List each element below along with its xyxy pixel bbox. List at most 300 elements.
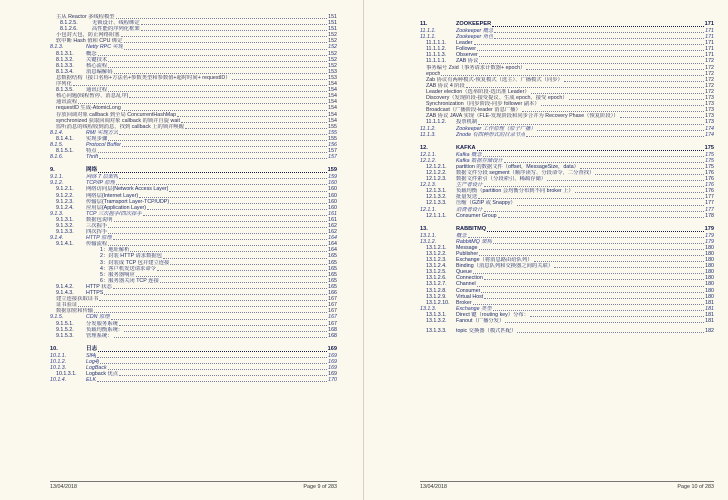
toc-dot-leader — [119, 374, 327, 376]
toc-dot-leader — [139, 196, 327, 198]
toc-dot-leader — [468, 236, 705, 238]
toc-entry[interactable] — [50, 333, 337, 339]
toc-entry-page: 160 — [328, 180, 337, 187]
toc-entry-page: 171 — [705, 34, 714, 41]
toc-entry-number: 12.1.2.1. — [426, 163, 447, 170]
toc-entry-page: 165 — [328, 253, 337, 260]
table-of-contents — [50, 14, 337, 383]
toc-chapter-entry[interactable] — [420, 144, 714, 152]
toc-entry-number: 8.1.3.5. — [56, 87, 74, 94]
toc-entry-page: 176 — [705, 169, 714, 176]
toc-entry-page: 180 — [705, 251, 714, 257]
toc-dot-leader — [620, 116, 705, 118]
toc-entry-page: 152 — [328, 44, 337, 51]
toc-entry-page: 164 — [328, 235, 337, 242]
toc-entry-page: 172 — [705, 76, 714, 83]
toc-entry-number: 11.1.1.2. — [426, 119, 447, 126]
toc-dot-leader — [114, 72, 328, 74]
toc-entry-page: 169 — [327, 345, 337, 352]
toc-entry-title: epoch — [426, 70, 441, 77]
toc-entry-number: 9.1.3.3. — [56, 229, 74, 236]
toc-dot-leader — [136, 275, 327, 277]
toc-entry-title: HTTPS — [86, 290, 104, 297]
toc-entry-page: 180 — [705, 275, 714, 282]
toc-dot-leader — [477, 49, 704, 51]
toc-entry-page: 175 — [704, 144, 714, 151]
toc-entry-page: 173 — [705, 119, 714, 126]
toc-dot-leader — [108, 90, 327, 92]
toc-entry-title: 存放回调对象 callback 到全局 ConcurrentHashMap — [56, 111, 177, 118]
toc-entry-number: 9.1.3.1. — [56, 216, 74, 223]
toc-entry-page: 181 — [705, 318, 714, 325]
toc-dot-leader — [113, 287, 327, 289]
toc-entry-page: 171 — [705, 28, 714, 34]
toc-entry-number: 9.1.3.2. — [56, 223, 74, 229]
toc-dot-leader — [522, 110, 704, 112]
toc-dot-leader — [143, 214, 327, 216]
toc-entry-title: 3：封装成 TCP 包并建立连接 — [100, 259, 170, 266]
toc-dot-leader — [108, 226, 327, 228]
toc-entry-title: ZOOKEEPER — [456, 21, 492, 27]
toc-entry-page: 160 — [328, 186, 337, 193]
footer-page-number: Page 10 of 283 — [677, 484, 714, 490]
toc-dot-leader — [99, 299, 327, 301]
page-footer — [50, 481, 337, 490]
toc-entry-page: 180 — [705, 257, 714, 264]
toc-dot-leader — [94, 311, 327, 313]
toc-entry-page: 152 — [328, 62, 337, 69]
toc-entry-title: 批量发送 — [456, 194, 478, 201]
toc-entry-number: 11. — [420, 21, 428, 27]
toc-entry-title: Synchronization（同步阶段-同步 follower 副本） — [426, 101, 540, 108]
toc-entry-number: 9.1.4.3. — [56, 290, 74, 297]
toc-entry-number: 8.1.3.4. — [56, 68, 74, 75]
toc-entry-title: Binding（消息队列和交换器之间的关联） — [456, 263, 554, 270]
toc-entry-page: 167 — [328, 302, 337, 309]
toc-entry-title: Observer — [456, 52, 478, 59]
toc-entry-title: Message — [456, 244, 478, 251]
toc-entry-number: 9.1.2.4. — [56, 204, 74, 211]
toc-dot-leader — [114, 336, 328, 338]
toc-dot-leader — [526, 135, 704, 137]
toc-entry-number: 12.1.3. — [420, 182, 437, 189]
toc-entry-page: 151 — [328, 26, 337, 33]
toc-entry-title: Logback 优点 — [86, 371, 119, 378]
toc-dot-leader — [108, 244, 327, 246]
toc-entry-title: 数据文件索引（分段索引、稀疏存储） — [456, 176, 547, 183]
toc-dot-leader — [98, 54, 328, 56]
toc-entry-number: 10. — [50, 345, 58, 352]
toc-entry-page: 169 — [328, 364, 337, 371]
toc-entry-page: 152 — [328, 32, 337, 39]
toc-entry-page: 161 — [328, 210, 337, 217]
toc-entry-page: 173 — [705, 107, 714, 114]
toc-entry-number: 13.1.2.9. — [426, 293, 447, 300]
toc-entry-number: 11.1.1. — [420, 28, 436, 34]
toc-dot-leader — [479, 248, 705, 250]
toc-dot-leader — [477, 285, 704, 287]
footer-page-number: Page 9 of 283 — [303, 484, 337, 490]
toc-entry-page: 160 — [328, 204, 337, 211]
toc-entry-page: 162 — [328, 229, 337, 236]
toc-entry-number: 13.1.2.7. — [426, 281, 447, 288]
toc-entry[interactable] — [50, 377, 337, 383]
toc-dot-leader — [163, 257, 327, 259]
toc-entry-title: 无锁设计、线程绑定 — [92, 20, 140, 27]
toc-entry-title: Exchange（将消息路由给队列） — [456, 257, 533, 264]
toc-entry[interactable] — [420, 213, 714, 219]
toc-entry-page: 174 — [705, 125, 714, 132]
toc-entry-title: 特点 — [86, 148, 97, 155]
toc-dot-leader — [78, 305, 327, 307]
toc-dot-leader — [130, 250, 327, 252]
toc-entry-page: 154 — [328, 93, 337, 100]
toc-entry-number: 13.1.2.1. — [426, 244, 447, 251]
toc-entry-page: 167 — [328, 308, 337, 315]
toc-entry-title: Follower — [456, 46, 477, 53]
toc-entry-page: 169 — [328, 358, 337, 365]
toc-entry-title: synchronized 获取回调对象 callback 的锁并自旋 wait — [56, 117, 180, 124]
toc-entry-page: 182 — [705, 328, 714, 335]
toc-entry-title: Virtual Host — [456, 293, 484, 300]
toc-entry-title: HTTP 状态 — [86, 283, 112, 290]
toc-entry-number: 13.1.1. — [420, 232, 437, 239]
toc-entry-number: 12.1.3.1. — [426, 188, 447, 195]
toc-entry-number: 11.1.1.3. — [426, 52, 447, 59]
toc-entry-title: Broadcast（广播阶段-leader 消息广播） — [426, 107, 521, 114]
toc-entry-number: 11.1.1.1. — [426, 40, 447, 47]
toc-entry-page: 171 — [705, 46, 714, 53]
toc-dot-leader — [530, 315, 704, 317]
toc-entry-page: 167 — [328, 296, 337, 303]
toc-entry-number: 12. — [420, 144, 428, 151]
toc-entry-title: 通讯流程 — [56, 99, 78, 106]
toc-entry-page: 170 — [328, 377, 337, 384]
toc-entry-title: 投票机制 — [456, 119, 478, 126]
toc-dot-leader — [479, 55, 704, 57]
toc-entry-number: 9.1.3. — [50, 210, 64, 217]
toc-dot-leader — [517, 331, 704, 333]
toc-entry-page: 180 — [705, 244, 714, 251]
toc-entry-title: ZAB 协议 4 阶段 — [426, 82, 465, 89]
toc-entry-title: Znode 有四种形式的目录节点 — [456, 131, 526, 138]
toc-entry-title: 数据文件分段 segment（顺序读写、分段命令、二分查找） — [456, 169, 595, 176]
toc-entry-page: 180 — [705, 293, 714, 300]
toc-chapter-entry[interactable] — [420, 20, 714, 28]
toc-dot-leader — [98, 151, 328, 153]
toc-entry[interactable] — [420, 328, 714, 334]
toc-entry-number: 10.1.4. — [50, 377, 67, 384]
toc-entry-number: 13.1.2.10. — [426, 299, 450, 306]
toc-dot-leader — [474, 43, 705, 45]
toc-entry-title: 通讯过程 — [86, 87, 108, 94]
toc-entry-title: 四次挥手 — [86, 229, 108, 236]
toc-entry-page: 173 — [705, 95, 714, 102]
toc-entry-title: Exchange 类型 — [456, 305, 492, 312]
toc-entry-number: 8.1.5.1. — [56, 148, 74, 155]
toc-entry-number: 12.1.1. — [420, 206, 437, 213]
toc-entry[interactable] — [50, 154, 337, 160]
toc-entry-page: 175 — [705, 157, 714, 164]
toc-entry-page: 165 — [328, 265, 337, 272]
toc-entry-number: 11.1.1. — [420, 34, 436, 41]
toc-entry-title: RABBITMQ — [456, 225, 487, 232]
toc-entry-number: 10.1.2. — [50, 358, 67, 365]
toc-dot-leader — [98, 171, 326, 173]
toc-entry-number: 10.1.1. — [50, 352, 67, 359]
toc-entry-number: 12.1.2.3. — [426, 176, 447, 183]
toc-entry-title: 数据包说明 — [86, 216, 113, 223]
toc-entry-page: 165 — [328, 283, 337, 290]
toc-dot-leader — [478, 197, 704, 199]
toc-dot-leader — [157, 269, 327, 271]
toc-dot-leader — [170, 202, 327, 204]
toc-dot-leader — [119, 133, 327, 135]
toc-entry-number: 8.1.2.5. — [60, 20, 78, 27]
toc-dot-leader — [473, 303, 705, 305]
toc-entry-page: 169 — [328, 371, 337, 378]
footer-date: 13/04/2018 — [420, 484, 447, 490]
toc-dot-leader — [100, 362, 327, 364]
toc-dot-leader — [484, 297, 704, 299]
footer-date: 13/04/2018 — [50, 484, 77, 490]
toc-dot-leader — [478, 123, 704, 125]
toc-entry-number: 13.1.2.3. — [426, 257, 447, 264]
toc-dot-leader — [99, 157, 327, 159]
toc-entry-number: 12.1.1. — [420, 151, 437, 158]
toc-entry-page: 155 — [328, 135, 337, 142]
toc-entry-page: 172 — [705, 70, 714, 77]
toc-entry-number: 9.1.4.2. — [56, 283, 74, 290]
toc-dot-leader — [493, 309, 705, 311]
toc-entry-page: 164 — [328, 241, 337, 248]
toc-entry-number: 12.1.3.2. — [426, 194, 447, 201]
toc-chapter-entry[interactable] — [50, 166, 337, 174]
toc-dot-leader — [564, 80, 704, 82]
toc-entry-page: 151 — [328, 14, 337, 20]
toc-dot-leader — [473, 272, 704, 274]
toc-entry-title: 5：服务器响应 — [100, 271, 135, 278]
toc-dot-leader — [124, 41, 328, 43]
toc-entry-page: 154 — [328, 117, 337, 124]
toc-entry-page: 154 — [328, 99, 337, 106]
toc-entry-number: 9.1.5.1. — [56, 320, 74, 327]
toc-entry-number: 12.1.2. — [420, 157, 437, 164]
toc-dot-leader — [484, 210, 705, 212]
toc-entry-page: 168 — [328, 326, 337, 333]
toc-entry-page: 180 — [705, 287, 714, 294]
toc-dot-leader — [98, 350, 326, 352]
toc-dot-leader — [113, 238, 327, 240]
toc-entry-page: 171 — [705, 40, 714, 47]
toc-entry-page: 157 — [328, 148, 337, 155]
toc-entry-title: 网络 7 层架构 — [86, 174, 119, 181]
toc-entry-title: 监听消息的线程收到消息，找到 callback 上的锁并唤醒 — [56, 123, 185, 130]
toc-entry-page: 177 — [705, 206, 714, 213]
toc-entry-number: 12.1.2.2. — [426, 169, 447, 176]
toc-chapter-entry[interactable] — [420, 225, 714, 233]
toc-entry-title: Queue — [456, 269, 472, 276]
toc-entry-title: Leader — [456, 40, 473, 47]
toc-entry-title: Discovery（发现阶段-接受提议、生成 epoch、接受 epoch） — [426, 95, 568, 102]
toc-entry-page: 162 — [328, 223, 337, 229]
toc-dot-leader — [73, 84, 327, 86]
toc-entry-title: RabbitMQ 架构 — [456, 238, 492, 245]
toc-entry-title: KAFKA — [456, 144, 476, 151]
toc-dot-leader — [177, 115, 327, 117]
toc-entry-number: 9.1.2.1. — [56, 186, 74, 193]
toc-dot-leader — [124, 48, 327, 50]
toc-entry-number: 9.1.5.3. — [56, 332, 74, 339]
toc-entry-title: 核心问题(线程暂停、消息乱序) — [56, 93, 129, 100]
toc-dot-leader — [129, 96, 327, 98]
toc-dot-leader — [526, 68, 704, 70]
toc-dot-leader — [160, 281, 327, 283]
toc-entry-number: 9.1.2.2. — [56, 192, 74, 199]
toc-dot-leader — [504, 161, 704, 163]
toc-dot-leader — [169, 190, 327, 192]
toc-entry-page: 155 — [328, 129, 337, 136]
toc-entry-number: 12.1.1.1. — [426, 212, 447, 219]
toc-entry-title: Netty RPC 实现 — [86, 44, 124, 51]
toc-dot-leader — [517, 204, 704, 206]
toc-entry-page: 157 — [328, 154, 337, 161]
toc-entry-page: 161 — [328, 216, 337, 223]
toc-entry-title: Connection — [456, 275, 483, 282]
toc-entry-number: 9.1.1. — [50, 174, 64, 181]
toc-entry-title: Thrift — [86, 154, 99, 161]
toc-entry-page: 169 — [328, 352, 337, 359]
toc-entry-number: 8.1.4. — [50, 129, 64, 136]
toc-entry-number: 8.1.3.1. — [56, 50, 74, 57]
toc-entry-page: 167 — [328, 314, 337, 321]
toc-entry-page: 175 — [705, 151, 714, 158]
toc-entry-number: 8.1.3.2. — [56, 56, 74, 63]
toc-entry-title: Channel — [456, 281, 476, 288]
toc-entry-title: 高性能的序列化框架 — [92, 26, 140, 33]
toc-entry-number: 12.1.3.3. — [426, 200, 447, 207]
toc-dot-leader — [97, 380, 327, 382]
toc-dot-leader — [554, 266, 704, 268]
toc-entry-title: CDN 原理 — [86, 314, 110, 321]
toc-entry-title: 网络访问层(Network Access Layer) — [86, 186, 169, 193]
toc-entry-page: 172 — [705, 64, 714, 71]
toc-entry-page: 159 — [328, 174, 337, 181]
toc-dot-leader — [108, 60, 327, 62]
toc-dot-leader — [124, 330, 327, 332]
toc-chapter-entry[interactable] — [50, 345, 337, 353]
toc-entry-number: 13. — [420, 225, 428, 232]
toc-entry-page: 165 — [328, 277, 337, 284]
toc-dot-leader — [121, 35, 328, 37]
toc-entry-page: 174 — [705, 131, 714, 138]
toc-dot-leader — [108, 232, 327, 234]
toc-entry-title: 证书验证 — [56, 302, 78, 309]
toc-dot-leader — [477, 149, 704, 151]
toc-entry-title: 序列化 — [56, 81, 72, 88]
toc-dot-leader — [122, 109, 327, 111]
toc-dot-leader — [141, 23, 327, 25]
toc-entry-title: 日志 — [86, 345, 98, 352]
toc-dot-leader — [232, 78, 328, 80]
toc-entry-number: 9.1.5. — [50, 314, 64, 321]
toc-entry-title: Log4j — [86, 358, 99, 365]
toc-entry-page: 172 — [705, 88, 714, 95]
toc-entry-page: 176 — [705, 188, 714, 195]
toc-entry-page: 173 — [705, 113, 714, 120]
toc-dot-leader — [78, 102, 327, 104]
toc-dot-leader — [466, 86, 704, 88]
toc-entry-title: 息数据结构（接口名称+方法名+参数类型和参数值+超时时间+ requestID） — [56, 74, 231, 81]
toc-entry-title: 2：封装 HTTP 请求数据包 — [100, 253, 162, 260]
toc-entry-title: 三次握手 — [86, 223, 108, 229]
toc-dot-leader — [481, 291, 704, 293]
toc-entry-page: 180 — [705, 269, 714, 276]
toc-dot-leader — [122, 145, 327, 147]
toc-entry-title: Direct 键（routing key）分布： — [456, 311, 529, 318]
toc-entry-title: 概念 — [86, 50, 97, 57]
toc-entry-title: Zab 协议有两种模式-恢复模式（选主）、广播模式（同步） — [426, 76, 563, 83]
toc-entry-title: 消息编解码 — [86, 68, 113, 75]
toc-dot-leader — [541, 104, 705, 106]
toc-entry-number: 8.1.2.6. — [60, 26, 78, 33]
toc-dot-leader — [119, 177, 327, 179]
toc-entry-number: 10.1.3.1. — [56, 371, 77, 378]
toc-entry-title: Zookeeper 角色 — [456, 34, 494, 41]
toc-entry-page: 153 — [328, 74, 337, 81]
toc-dot-leader — [484, 278, 704, 280]
toc-entry-title: 事务编号 Zxid（事务请求计数器+ epoch） — [426, 64, 526, 71]
toc-entry-title: 管理系统： — [86, 332, 113, 339]
toc-entry-page: 154 — [328, 111, 337, 118]
toc-entry-page: 176 — [705, 182, 714, 189]
toc-entry-page: 154 — [328, 105, 337, 112]
toc-entry-number: 13.1.2.2. — [426, 251, 447, 257]
toc-entry-title: 小包封大包，防止网络阻塞 — [56, 32, 120, 39]
toc-entry-page: 160 — [328, 192, 337, 199]
toc-entry-page: 181 — [705, 305, 714, 312]
toc-entry-title: 传输流程 — [86, 241, 108, 248]
toc-entry[interactable] — [420, 132, 714, 138]
toc-entry-page: 173 — [705, 101, 714, 108]
toc-entry-title: Protocol Buffer — [86, 141, 122, 148]
toc-entry-title: 主从 Reactor 多线程模型 — [56, 14, 115, 20]
toc-dot-leader — [493, 242, 704, 244]
toc-dot-leader — [595, 173, 704, 175]
toc-entry-number: 9. — [50, 167, 55, 174]
toc-entry-page: 168 — [328, 332, 337, 339]
page-footer — [420, 481, 714, 490]
toc-dot-leader — [487, 230, 704, 232]
toc-dot-leader — [116, 17, 328, 19]
toc-entry-number: 11.1.1.1. — [426, 58, 447, 65]
toc-entry-number: 13.1.3. — [420, 305, 437, 312]
toc-entry-page: 154 — [328, 81, 337, 88]
toc-entry-number: 8.1.5. — [50, 141, 64, 148]
toc-dot-leader — [575, 191, 704, 193]
toc-dot-leader — [114, 220, 328, 222]
toc-dot-leader — [170, 263, 327, 265]
toc-entry-title: 关键技术 — [86, 56, 108, 63]
toc-entry-title: 负载均衡（partition 会均衡分布到不同 broker 上） — [456, 188, 574, 195]
toc-entry-page: 171 — [705, 52, 714, 59]
toc-entry-number: 13.1.3.1. — [426, 311, 447, 318]
toc-dot-leader — [97, 356, 327, 358]
toc-entry-title: 网络 — [86, 167, 98, 174]
toc-entry-page: 177 — [705, 200, 714, 207]
toc-entry-number: 9.1.2. — [50, 180, 64, 187]
toc-entry-page: 181 — [705, 299, 714, 306]
